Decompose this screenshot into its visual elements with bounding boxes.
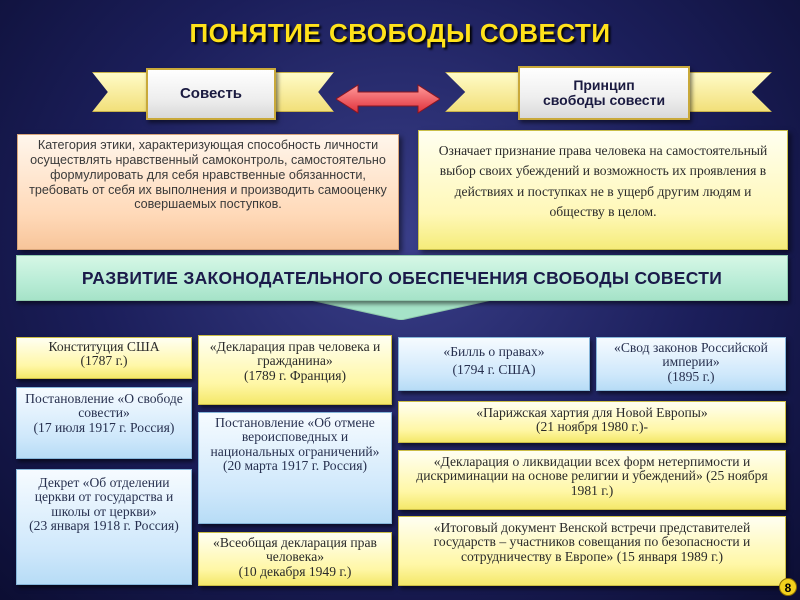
item-date: (23 января 1918 г. Россия): [29, 517, 179, 533]
item-date: (1789 г. Франция): [243, 367, 347, 383]
item-name: «Декларация о ликвидации всех форм нетерпимости и дискриминации на основе религии и убеждений»: [416, 454, 751, 484]
item-name: «Всеобщая декларация прав человека»: [213, 535, 377, 565]
item-date: (15 января 1989 г.): [616, 548, 724, 564]
item-name: «Декларация прав человека и гражданина»: [209, 339, 381, 369]
item-date: (10 декабря 1949 г.): [238, 563, 352, 579]
item-date: (1787 г.): [80, 353, 128, 369]
item-name: Конституция США: [48, 339, 160, 354]
item-bill-of-rights: [398, 337, 590, 391]
item-name: Постановление «Об отмене вероисповедных и национальных ограничений»: [210, 415, 380, 459]
principle-definition: Означает признание права человека на самостоятельный выбор своих убеждений и возможность их проявления в действиях и поступках не в ущерб другим людям и обществу в целом.: [418, 130, 788, 250]
double-arrow-icon: [336, 83, 440, 115]
item-freedom-of-conscience-resolution: [16, 387, 192, 459]
item-name: «Итоговый документ Венской встречи представителей государств – участников совещания по безопасности и сотрудничеству в Европе»: [433, 520, 751, 564]
item-name: «Парижская хартия для Новой Европы»: [476, 405, 708, 420]
item-universal-declaration: [198, 532, 392, 586]
item-intolerance-declaration: [398, 450, 786, 510]
item-church-separation-decree: [16, 469, 192, 585]
page-number-badge: 8: [779, 578, 797, 596]
banner-title: РАЗВИТИЕ ЗАКОНОДАТЕЛЬНОГО ОБЕСПЕЧЕНИЯ СВОБОДЫ СОВЕСТИ: [16, 255, 788, 301]
item-date: (21 ноября 1980 г.)-: [535, 419, 649, 435]
item-date: (17 июля 1917 г. Россия): [33, 419, 175, 435]
conscience-definition: Категория этики, характеризующая способность личности осуществлять нравственный самоконтроль, самостоятельно формулировать для себя нравственные обязанности, требовать от себя их выполнения и производить самооценку совершаемых поступков.: [17, 134, 399, 250]
item-us-constitution: [16, 337, 192, 379]
item-date: (20 марта 1917 г. Россия): [222, 457, 368, 473]
development-banner: [16, 255, 786, 319]
item-date: (1794 г. США): [452, 361, 536, 377]
item-date: (25 ноября 1981 г.): [570, 468, 768, 498]
ribbon-left-label: Совесть: [146, 68, 276, 120]
item-restrictions-abolition-resolution: [198, 412, 392, 524]
ribbon-right-tail-right: [680, 72, 772, 112]
banner-pointer: [301, 298, 501, 320]
item-russian-empire-code: [596, 337, 786, 391]
item-date: (1895 г.): [667, 368, 715, 384]
ribbon-right-label: [518, 66, 690, 120]
item-name: «Билль о правах»: [443, 344, 545, 359]
slide-title: ПОНЯТИЕ СВОБОДЫ СОВЕСТИ: [189, 18, 611, 48]
item-paris-charter: [398, 401, 786, 443]
ribbon-right-line2: свободы совести: [542, 92, 666, 108]
ribbon-right-line1: Принцип: [573, 76, 635, 93]
item-rights-of-man-declaration: [198, 335, 392, 405]
item-name: Декрет «Об отделении церкви от государства и школы от церкви»: [34, 475, 174, 519]
item-vienna-document: [398, 516, 786, 586]
item-name: Постановление «О свободе совести»: [25, 391, 183, 421]
item-name: «Свод законов Российской империи»: [614, 340, 768, 370]
